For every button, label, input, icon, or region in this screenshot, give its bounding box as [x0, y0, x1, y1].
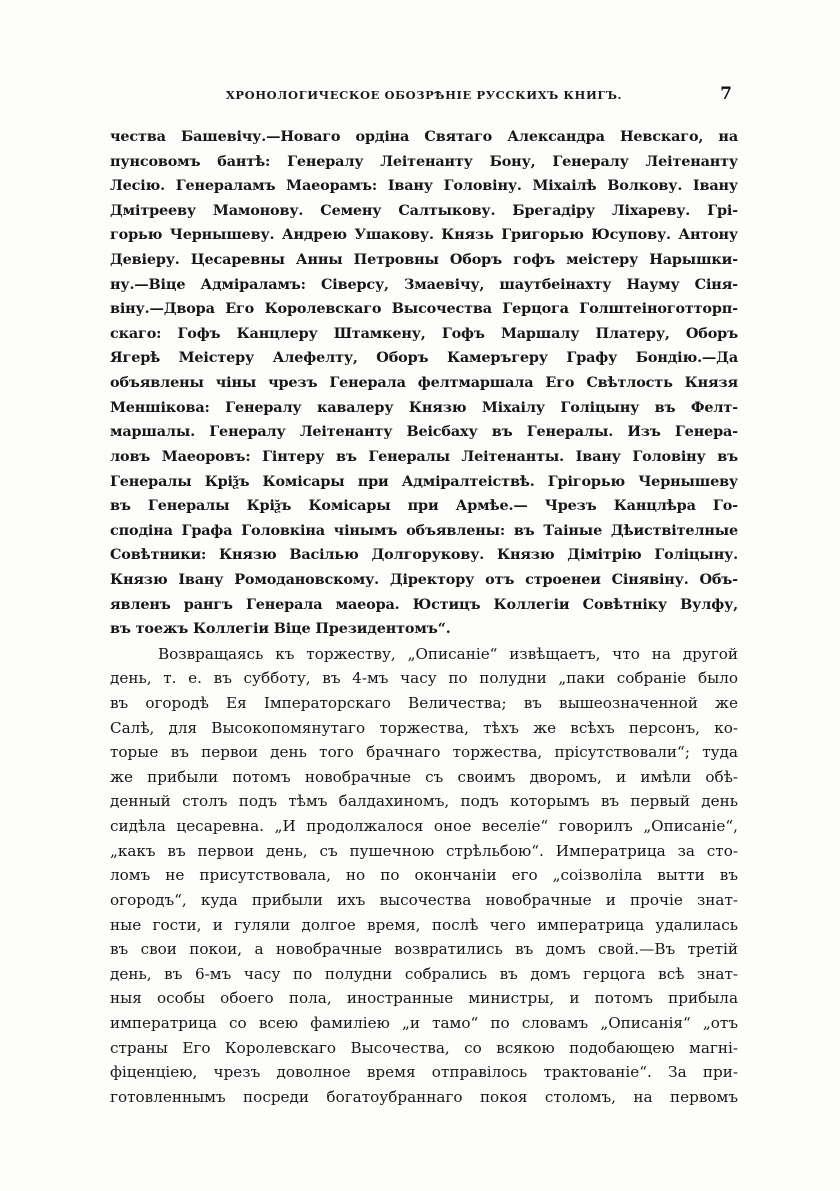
running-title: ХРОНОЛОГИЧЕСКОЕ ОБОЗРѢНІЕ РУССКИХЪ КНИГЪ. — [225, 88, 623, 102]
text-line: „какъ въ первои день, съ пушечною стрѣльбою“. Императрица за сто- — [110, 841, 738, 860]
text-line: пунсовомъ бантѣ: Генералу Леітенанту Бону, Генералу Леітенанту — [110, 152, 738, 170]
text-line: страны Его Королевскаго Высочества, со всякою подобающею магні- — [110, 1038, 738, 1057]
text-line: чества Башевічу.—Новаго ордіна Святаго Александра Невскаго, на — [110, 128, 738, 145]
text-line: сподіна Графа Головкіна чінымъ объявлены: въ Таіные Дѣиствітелные — [110, 521, 738, 539]
page-number: 7 — [720, 84, 732, 104]
text-line: Лесію. Генераламъ Маеорамъ: Івану Головіну. Міхаілѣ Волкову. Івану — [110, 177, 738, 195]
text-line: въ огородѣ Ея Імператорскаго Величества; въ вышеозначенной же — [110, 694, 738, 713]
text-line: въ свои покои, а новобрачные возвратились въ домъ свой.—Въ третій — [110, 940, 738, 959]
text-line: день, т. е. въ субботу, въ 4-мъ часу по полудни „паки собраніе было — [110, 669, 738, 688]
text-line: день, въ 6-мъ часу по полудни собрались въ домъ герцога всѣ знат- — [110, 964, 738, 983]
text-line: маршалы. Генералу Леітенанту Веісбаху въ Генералы. Изъ Генера- — [110, 423, 738, 441]
text-line: императрица со всею фамиліею „и тамо“ по словамъ „Описанія“ „отъ — [110, 1013, 738, 1032]
text-line: ные гости, и гуляли долгое время, послѣ чего императрица удалилась — [110, 915, 738, 934]
text-line: Девіеру. Цесаревны Анны Петровны Оборъ гофъ меістеру Нарышки- — [110, 251, 738, 269]
text-line: явленъ рангъ Генерала маеора. Юстицъ Коллегіи Совѣтніку Вулфу, — [110, 595, 738, 613]
text-line: Дмітрееву Мамонову. Семену Салтыкову. Брегадіру Ліхареву. Грі- — [110, 201, 738, 219]
text-line: ломъ не присутствовала, но по окончаніи его „соізволіла вытти въ — [110, 866, 738, 885]
text-line: Князю Івану Ромодановскому. Діректору отъ строенеи Сінявіну. Объ- — [110, 570, 738, 588]
running-head — [110, 86, 738, 108]
text-line: ну.—Віце Адміраламъ: Сіверсу, Змаевічу, шаутбеінахту Науму Сіня- — [110, 275, 738, 293]
text-line: въ тоежъ Коллегіи Віце Президентомъ“. — [110, 620, 451, 638]
text-line: скаго: Гофъ Канцлеру Штамкену, Гофъ Маршалу Платеру, Оборъ — [110, 324, 738, 342]
text-line: денный столъ подъ тѣмъ балдахиномъ, подъ которымъ въ первый день — [110, 792, 738, 811]
text-line: Ягерѣ Меістеру Алефелту, Оборъ Камеръгеру Графу Бондію.—Да — [110, 349, 738, 367]
text-line: огородъ“, куда прибыли ихъ высочества новобрачные и прочіе знат- — [110, 890, 738, 909]
text-line: торые въ первои день того брачнаго торжества, прісутствовали“; туда — [110, 743, 738, 762]
text-line: віну.—Двора Его Королевскаго Высочества Герцога Голштеіноготторп- — [110, 300, 738, 318]
text-line: Меншікова: Генералу кавалеру Князю Міхаілу Голіцыну въ Фелт- — [110, 398, 738, 416]
text-line: въ Генералы Кріѯъ Комісары при Армѣе.— Чрезъ Канцлѣра Го- — [110, 497, 738, 515]
text-line: Возвращаясь къ торжеству, „Описаніе“ извѣщаетъ, что на другой — [158, 644, 738, 663]
text-body — [110, 125, 738, 1109]
text-line: Салѣ, для Высокопомянутаго торжества, тѣхъ же всѣхъ персонъ, ко- — [110, 718, 738, 737]
text-line: ныя особы обоего пола, иностранные министры, и потомъ прибыла — [110, 989, 738, 1008]
text-line: готовленнымъ посреди богатоубраннаго покоя столомъ, на первомъ — [110, 1087, 738, 1106]
text-line: же прибыли потомъ новобрачные съ своимъ дворомъ, и имѣли обѣ- — [110, 767, 738, 786]
text-line: горью Чернышеву. Андрею Ушакову. Князь Григорью Юсупову. Антону — [110, 226, 738, 244]
text-line: объявлены чіны чрезъ Генерала фелтмаршала Его Свѣтлость Князя — [110, 374, 738, 392]
text-line: Совѣтники: Князю Васілью Долгорукову. Князю Дімітрію Голіцыну. — [110, 546, 738, 564]
text-line: сидѣла цесаревна. „И продолжалося оное веселіе“ говорилъ „Описаніе“, — [110, 817, 738, 836]
text-line: фіценціею, чрезъ доволное время отправілось трактованіе“. За при- — [110, 1063, 738, 1082]
text-line: Генералы Кріѯъ Комісары при Адміралтеіствѣ. Грігорью Чернышеву — [110, 472, 738, 490]
text-line: ловъ Маеоровъ: Гінтеру въ Генералы Леітенанты. Івану Головіну въ — [110, 447, 738, 465]
